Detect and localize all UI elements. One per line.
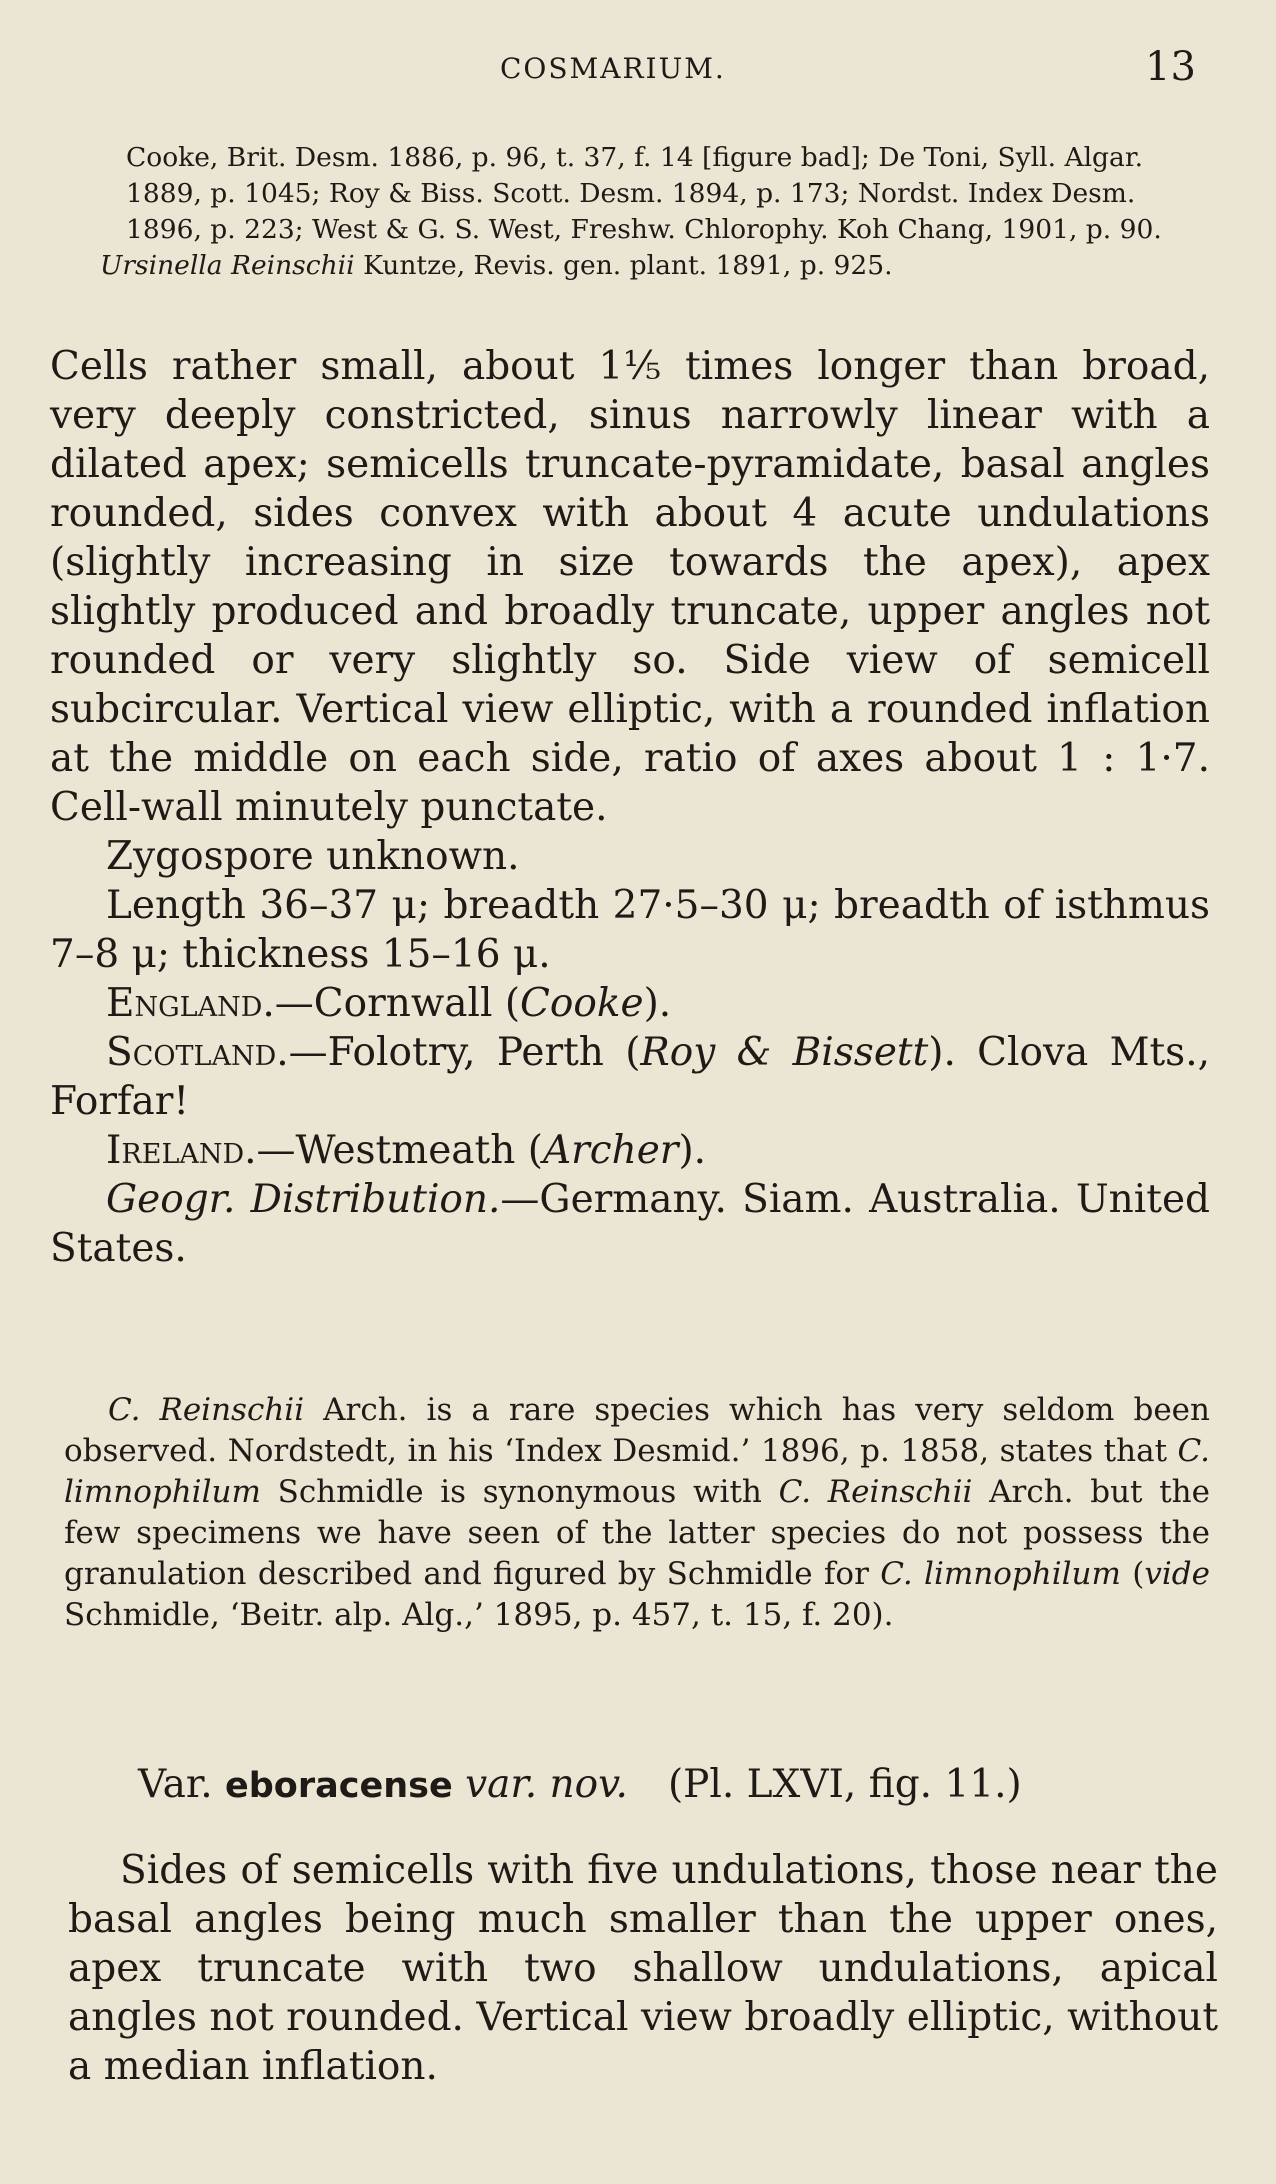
bibliographic-references xyxy=(100,140,1210,284)
species-description: Cells rather small, about 1⅕ times longer than broad, very deeply constricted, sinus narrowly linear with a dilated apex; semicells truncate-pyramidate, basal angles rounded, sides convex with about 4 acute undulations (slightly increasing in size towards the apex), apex slightly produced and broadly truncate, upper angles not rounded or very slightly so. Side view of semicell subcircular. Vertical view elliptic, with a rounded inflation at the middle on each side, ratio of axes about 1 : 1·7. Cell-wall minutely punctate. xyxy=(50,344,1210,830)
dimensions: Length 36–37 μ; breadth 27·5–30 μ; breadth of isthmus 7–8 μ; thickness 15–16 μ. xyxy=(50,883,1210,977)
variety-status: var. nov. xyxy=(452,1762,628,1807)
synonym-citation: Kuntze, Revis. gen. plant. 1891, p. 925. xyxy=(354,250,893,281)
page-number: 13 xyxy=(1145,44,1196,90)
zygospore-note: Zygospore unknown. xyxy=(106,834,520,879)
variety-name: eboracense xyxy=(225,1766,453,1806)
taxonomic-note xyxy=(64,1390,1210,1636)
variety-description xyxy=(68,1846,1218,2091)
region-label: Ireland xyxy=(106,1128,245,1173)
distribution-ireland: Ireland.—Westmeath (Archer). xyxy=(106,1128,707,1173)
variety-heading: Var. eboracense var. nov. (Pl. LXVI, fig. 11.) xyxy=(138,1762,1022,1807)
species-name: C. Reinschii xyxy=(778,1474,973,1510)
authority: Roy & Bissett xyxy=(640,1030,929,1075)
synonym-genus: Ursinella Reinschii xyxy=(100,250,355,281)
distribution-england: England.—Cornwall (Cooke). xyxy=(106,981,672,1026)
authority: Archer xyxy=(542,1128,679,1173)
species-account xyxy=(50,342,1210,1273)
species-name: C. limnophilum xyxy=(880,1556,1121,1592)
variety-description-text: Sides of semicells with five undulations, those near the basal angles being much smaller than the upper ones, apex truncate with two shallow undulations, apical angles not rounded. Vertical view broadly elliptic, without a median inflation. xyxy=(68,1848,1218,2089)
distribution-scotland: Scotland.—Folotry, Perth (Roy & Bissett). Clova Mts., Forfar! xyxy=(50,1030,1210,1124)
species-name: C. Reinschii xyxy=(108,1392,305,1428)
region-label: England xyxy=(106,981,263,1026)
region-label: Geogr. Distribution. xyxy=(106,1177,501,1222)
species-name: C. limnophilum xyxy=(64,1433,1210,1510)
reference-list: Cooke, Brit. Desm. 1886, p. 96, t. 37, f. 14 [figure bad]; De Toni, Syll. Algar. 1889, p. 1045; Roy & Biss. Scott. Desm. 1894, p. 173; Nordst. Index Desm. 1896, p. 223; West & G. S. West, Freshw. Chlorophy. Koh Chang, 1901, p. 90. xyxy=(126,142,1162,245)
synonym-reference xyxy=(100,248,1210,284)
plate-reference: (Pl. LXVI, fig. 11.) xyxy=(667,1762,1022,1807)
geographic-distribution: Geogr. Distribution.—Germany. Siam. Australia. United States. xyxy=(50,1177,1210,1271)
running-title: COSMARIUM. xyxy=(500,52,726,85)
authority: Cooke xyxy=(520,981,644,1026)
region-label: Scotland xyxy=(106,1030,277,1075)
note-paragraph: C. Reinschii Arch. is a rare species which has very seldom been observed. Nordstedt, in his ‘Index Desmid.’ 1896, p. 1858, states that C. limnophilum Schmidle is synonymous with C. Reinschii Arch. but the few specimens we have seen of the latter species do not possess the granulation described and figured by Schmidle for C. limnophilum (vide Schmidle, ‘Beitr. alp. Alg.,’ 1895, p. 457, t. 15, f. 20). xyxy=(64,1392,1210,1633)
